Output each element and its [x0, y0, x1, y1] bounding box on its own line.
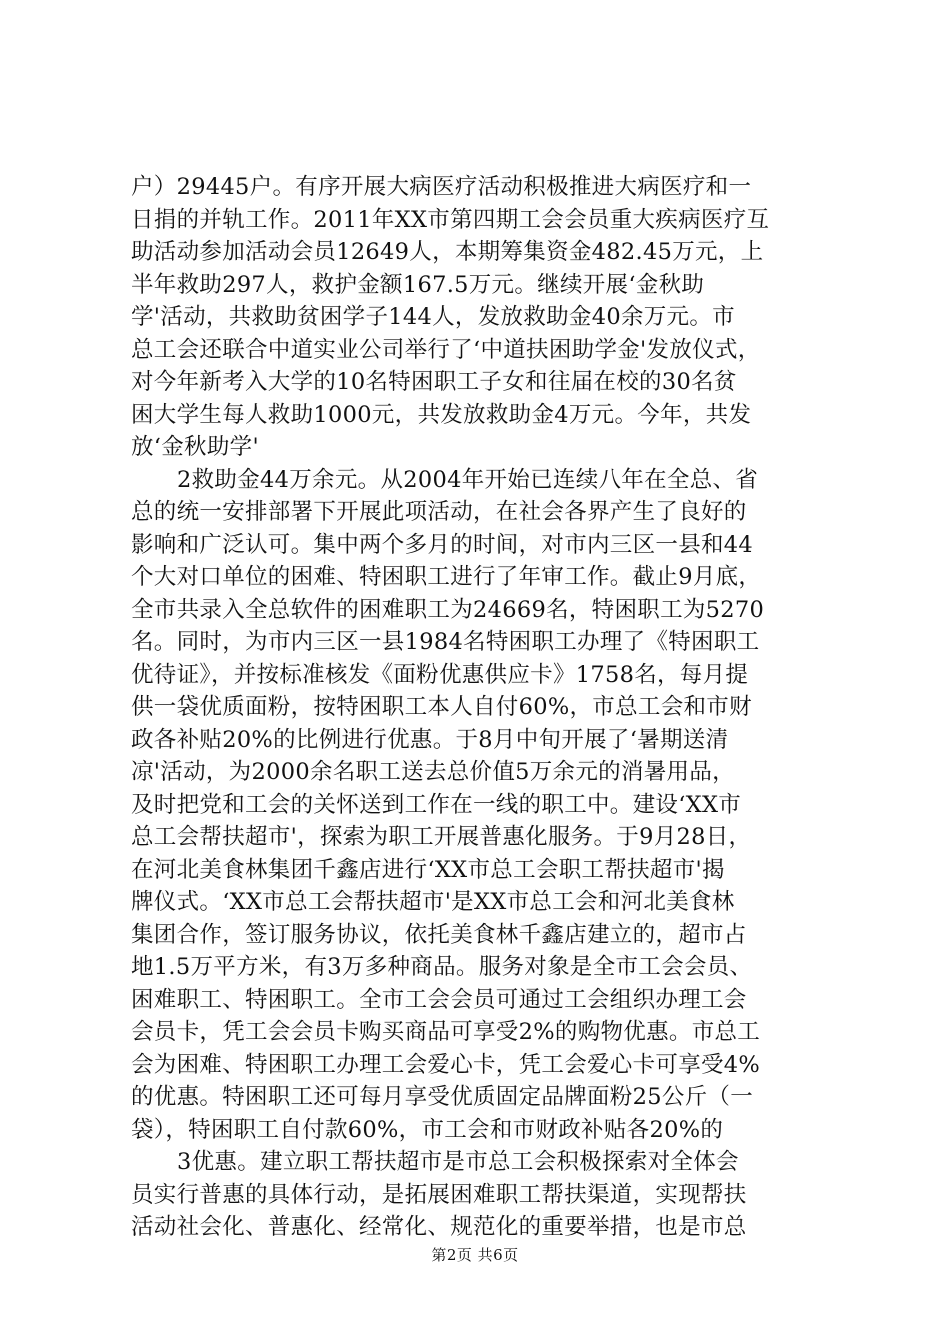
text-line: 会员卡，凭工会会员卡购买商品可享受2%的购物优惠。市总工	[131, 1019, 761, 1045]
text-line: 影响和广泛认可。集中两个多月的时间，对市内三区一县和44	[131, 531, 754, 558]
text-line: 地1.5万平方米，有3万多种商品。服务对象是全市工会会员、	[131, 954, 753, 980]
text-line: 学'活动，共救助贫困学子144人，发放救助金40余万元。市	[131, 304, 735, 330]
page-number-label: 第2页 共6页	[431, 1246, 519, 1264]
text-line: 优待证》，并按标准核发《面粉优惠供应卡》1758名，每月提	[131, 661, 749, 688]
text-line: 助活动参加活动会员12649人，本期筹集资金482.45万元，上	[131, 239, 764, 265]
text-line: 对今年新考入大学的10名特困职工子女和往届在校的30名贫	[131, 369, 737, 395]
text-line: 袋），特困职工自付款60%，市工会和市财政补贴各20%的	[131, 1116, 724, 1143]
page-footer	[0, 1244, 950, 1265]
text-line: 困大学生每人救助1000元，共发放救助金4万元。今年，共发	[131, 401, 752, 428]
text-line: 总工会还联合中道实业公司举行了‘中道扶困助学金'发放仪式，	[131, 336, 761, 363]
text-line: 困难职工、特困职工。全市工会会员可通过工会组织办理工会	[131, 986, 747, 1013]
text-line: 集团合作，签订服务协议，依托美食林千鑫店建立的，超市占	[131, 921, 747, 948]
text-line: 及时把党和工会的关怀送到工作在一线的职工中。建设‘XX市	[131, 791, 742, 818]
text-line: 会为困难、特困职工办理工会爱心卡，凭工会爱心卡可享受4%	[131, 1051, 761, 1078]
text-line: 日捐的并轨工作。2011年XX市第四期工会会员重大疾病医疗互	[131, 206, 770, 233]
paragraph-start-line: 3优惠。建立职工帮扶超市是市总工会积极探索对全体会	[177, 1149, 739, 1175]
text-line: 个大对口单位的困难、特困职工进行了年审工作。截止9月底，	[131, 564, 762, 590]
text-line: 名。同时，为市内三区一县1984名特困职工办理了《特困职工	[131, 629, 760, 655]
text-line: 供一袋优质面粉，按特困职工本人自付60%，市总工会和市财	[131, 694, 752, 720]
text-line: 的优惠。特困职工还可每月享受优质固定品牌面粉25公斤（一	[131, 1084, 754, 1110]
text-line: 放‘金秋助学'	[131, 434, 259, 460]
text-line: 活动社会化、普惠化、经常化、规范化的重要举措，也是市总	[131, 1214, 747, 1240]
text-line: 总的统一安排部署下开展此项活动，在社会各界产生了良好的	[131, 499, 747, 525]
text-line: 在河北美食林集团千鑫店进行‘XX市总工会职工帮扶超市'揭	[131, 856, 725, 883]
text-line: 户）29445户。有序开展大病医疗活动积极推进大病医疗和一	[131, 174, 752, 200]
text-line: 凉'活动，为2000余名职工送去总价值5万余元的消暑用品，	[131, 759, 735, 785]
text-line: 员实行普惠的具体行动，是拓展困难职工帮扶渠道，实现帮扶	[131, 1181, 747, 1208]
text-line: 全市共录入全总软件的困难职工为24669名，特困职工为5270	[131, 596, 765, 623]
text-line: 牌仪式。‘XX市总工会帮扶超市'是XX市总工会和河北美食林	[131, 889, 735, 915]
text-line: 半年救助297人，救护金额167.5万元。继续开展‘金秋助	[131, 271, 705, 298]
text-line: 政各补贴20%的比例进行优惠。于8月中旬开展了‘暑期送清	[131, 726, 729, 753]
paragraph-start-line: 2救助金44万余元。从2004年开始已连续八年在全总、省	[177, 466, 759, 493]
document-body	[131, 171, 843, 1244]
text-line: 总工会帮扶超市'，探索为职工开展普惠化服务。于9月28日，	[131, 824, 752, 850]
